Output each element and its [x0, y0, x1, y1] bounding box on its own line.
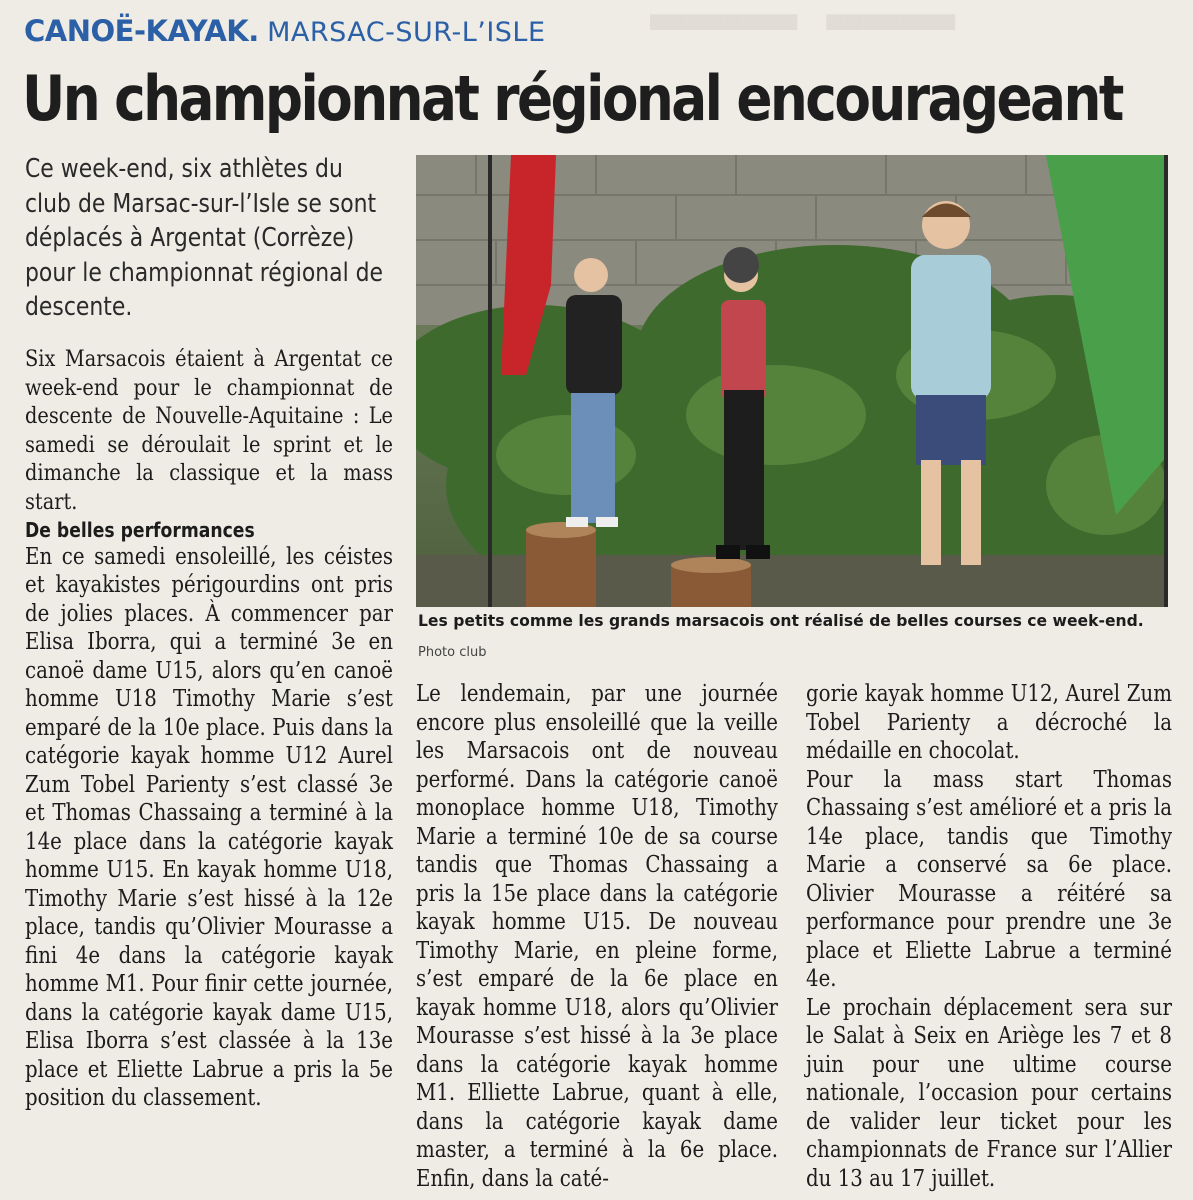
podium-photo — [416, 155, 1168, 607]
column-2-body: Le lendemain, par une journée encore plus ensoleillé que la veille les Marsacois ont de nouveau performé. Dans la catégorie canoë monoplace homme U18, Timothy Marie a terminé 10e de sa course tandis que Thomas Chassaing a pris la 15e place dans la catégorie kayak homme U15. De nouveau Timothy Marie, en pleine forme, s’est emparé de la 6e place en kayak homme U18, alors qu’Olivier Mourasse s’est hissé à la 3e place dans la catégorie kayak homme M1. Elliette Labrue, quant à elle, dans la catégorie kayak dame master, a terminé à la 6e place. Enfin, dans la caté- — [416, 681, 778, 1192]
subheading: De belles performances — [25, 517, 255, 542]
photo-caption: Les petits comme les grands marsacois ont réalisé de belles courses ce week-end. — [418, 612, 1144, 630]
kicker-place: MARSAC-SUR-L’ISLE — [267, 17, 546, 48]
column-3-para-3: Le prochain déplacement sera sur le Salat à Seix en Ariège les 7 et 8 juin pour une ultime course nationale, l’occasion pour certains de valider leur ticket pour les championnats de France sur l’Allier du 13 au 17 juillet. — [806, 994, 1172, 1192]
kicker-sport: CANOË-KAYAK. — [24, 14, 259, 48]
column-3-para-2: Pour la mass start Thomas Chassaing s’est amélioré et a pris la 14e place, tandis que Timothy Marie a conservé sa 6e place. Olivier Mourasse a réitéré sa performance pour prendre une 3e place et Eliette Labrue a terminé 4e. — [806, 766, 1172, 992]
section-kicker — [24, 14, 546, 49]
column-1-body: En ce samedi ensoleillé, les céistes et kayakistes périgourdins ont pris de jolies places. À commencer par Elisa Iborra, qui a terminé 3e en canoë dame U15, alors qu’en canoë homme U18 Timothy Marie s’est emparé de la 10e place. Puis dans la catégorie kayak homme U12 Aurel Zum Tobel Parienty s’est classé 3e et Thomas Chassaing a terminé à la 14e place dans la catégorie kayak homme U15. En kayak homme U18, Timothy Marie s’est hissé à la 12e place, tandis qu’Olivier Mourasse a fini 4e dans la catégorie kayak homme M1. Pour finir cette journée, dans la catégorie kayak dame U15, Elisa Iborra s’est classée à la 13e place et Eliette Labrue a pris la 5e position du classement. — [25, 543, 393, 1112]
bleed-through-text: ▀▀▀▀▀▀▀▀ ▀▀▀▀▀▀▀ — [650, 14, 956, 44]
headline: Un championnat régional encourageant — [22, 62, 1122, 135]
column-3-para-1: gorie kayak homme U12, Aurel Zum Tobel Parienty a décroché la médaille en chocolat. — [806, 681, 1172, 764]
column-2 — [416, 680, 778, 1193]
column-3 — [806, 680, 1172, 1193]
lead-paragraph: Six Marsacois étaient à Argentat ce week-end pour le championnat de descente de Nouvelle-Aquitaine : Le samedi se déroulait le sprint et le dimanche la classique et la mass start. — [25, 346, 393, 515]
photo-credit: Photo club — [418, 645, 487, 660]
standfirst: Ce week-end, six athlètes du club de Marsac-sur-l’Isle se sont déplacés à Argentat (Corrèze) pour le championnat régional de descente. — [25, 154, 384, 322]
column-1 — [25, 345, 393, 1113]
